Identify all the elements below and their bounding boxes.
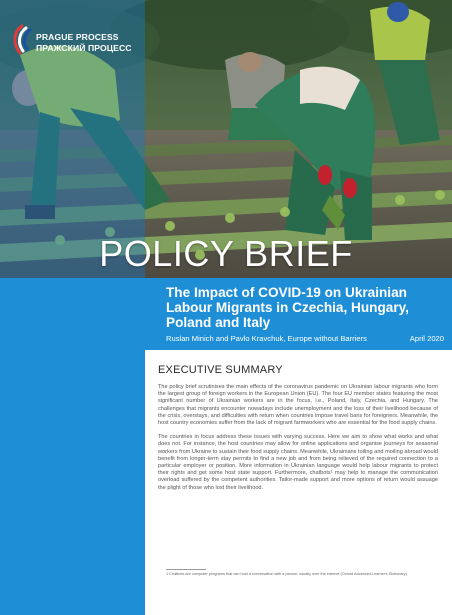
- executive-summary: [158, 364, 438, 499]
- prague-process-emblem-icon: [8, 23, 36, 57]
- title-line: Poland and Italy: [166, 315, 271, 330]
- logo-text: [36, 32, 132, 54]
- logo-line-ru: ПРАЖСКИЙ ПРОЦЕСС: [36, 43, 132, 53]
- title-line: Labour Migrants in Czechia, Hungary,: [166, 300, 409, 315]
- summary-paragraph: The policy brief scrutinises the main effects of the coronavirus pandemic on Ukrainian labour migrants who form the largest group of foreign workers in the European Union (EU). The four EU member states featuring the most significant number of Ukrainian workers are in the focus, i.e., Poland, Italy, Czechia, and Hungary. The challenges that migrants encounter nowadays include unemployment and the loss of their livelihood because of the crisis, overstays, and difficulties with return when countries impose travel bans for foreigners. Meanwhile, the host country economies suffer from the lack of migrant farmworkers who are essential for the food supply chains.: [158, 384, 438, 427]
- footnote-rule: [166, 569, 206, 570]
- authors-line: [166, 334, 448, 344]
- prague-process-logo: [8, 23, 148, 63]
- logo-line-en: PRAGUE PROCESS: [36, 32, 119, 42]
- policy-brief-label: POLICY BRIEF: [99, 233, 353, 274]
- publication-date: April 2020: [409, 334, 444, 343]
- left-blue-margin: [0, 350, 145, 615]
- title-line: The Impact of COVID-19 on Ukrainian: [166, 285, 407, 300]
- summary-paragraph: The countries in focus address these issues with varying success. Here we aim to show what works and what does not. For instance, the host countries may allow for online applications and organise journeys for seasonal workers from Ukraine to sustain their food supply chains. Meanwhile, Ukrainians toiling and moiling abroad would benefit from longer-term stay permits to find a new job and from being relieved of the required connection to a particular employer or position. More information in Ukrainian language would help labour migrants to protect their rights and get some host state support. Furthermore, chatbots¹ may help to manage the communication overload suffered by the competent authorities. Tailor-made support and more options of return would assuage the plight of those who lost their livelihood.: [158, 434, 438, 491]
- authors: Ruslan Minich and Pavlo Kravchuk, Europe without Barriers: [166, 334, 367, 343]
- section-heading: EXECUTIVE SUMMARY: [158, 364, 283, 376]
- footnote: 1 Chatbots are computer programs that can hold a conversation with a person, usually over the internet (Oxford Advanced Learner's Dictionary).: [166, 572, 408, 576]
- brief-title: [166, 285, 446, 330]
